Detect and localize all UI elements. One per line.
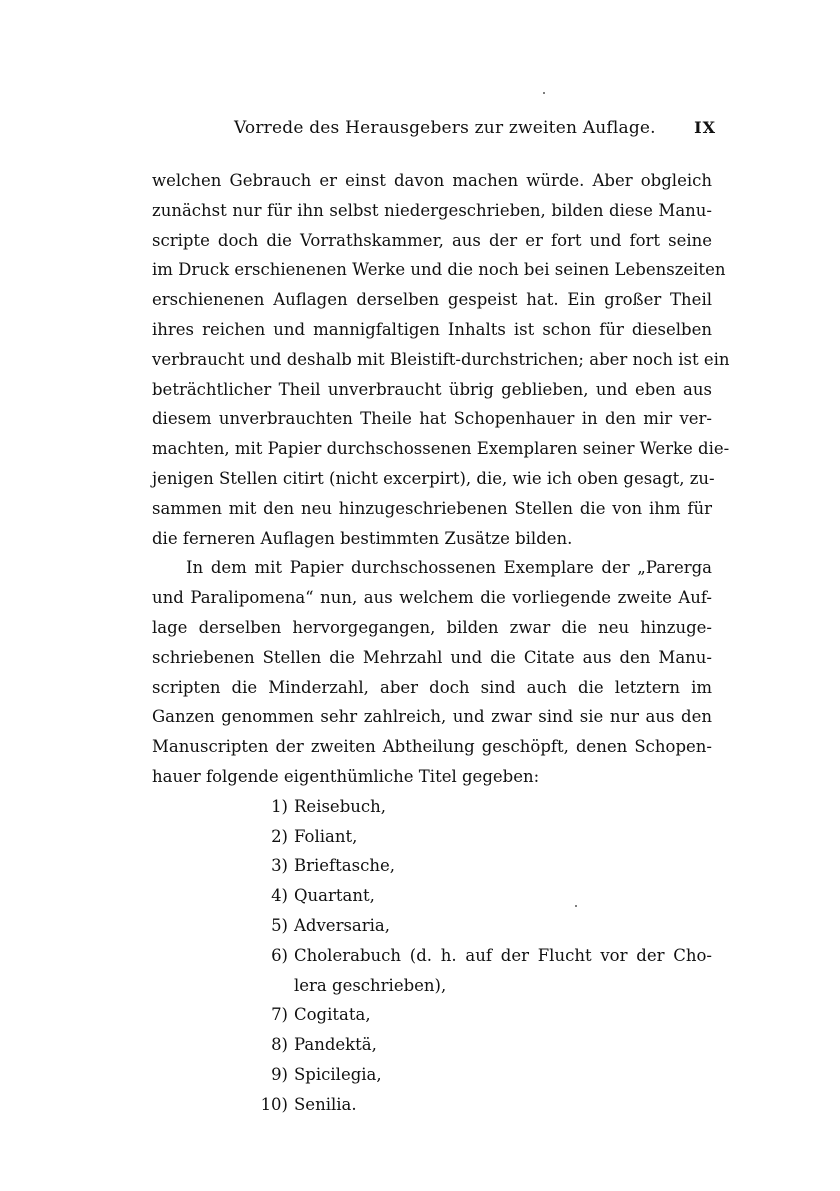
list-text: Foliant, [294, 826, 358, 846]
list-text: Senilia. [294, 1094, 357, 1114]
scan-speck [575, 905, 577, 907]
list-item [250, 1090, 712, 1120]
text-line: diesem unverbrauchten Theile hat Schopenhauer in den mir ver- [152, 409, 712, 429]
running-head-title: Vorrede des Herausgebers zur zweiten Auflage. [234, 118, 656, 138]
text-line: scripten die Minderzahl, aber doch sind auch die letztern im [152, 677, 712, 697]
text-line: lage derselben hervorgegangen, bilden zwar die neu hinzuge- [152, 617, 712, 637]
list-text: Pandektä, [294, 1035, 377, 1055]
list-text: Adversaria, [294, 915, 391, 935]
text-line: ihres reichen und mannigfaltigen Inhalts ist schon für dieselben [152, 319, 712, 339]
text-line: und Paralipomena“ nun, aus welchem die vorliegende zweite Auf- [152, 588, 712, 608]
list-number: 2) [271, 826, 288, 846]
list-item [250, 911, 712, 941]
text-line: zunächst nur für ihn selbst niedergeschrieben, bilden diese Manu- [152, 200, 712, 220]
list-number: 6) [271, 945, 288, 965]
text-line: sammen mit den neu hinzugeschriebenen Stellen die von ihm für [152, 498, 712, 518]
list-text: Quartant, [294, 886, 375, 906]
text-line: Ganzen genommen sehr zahlreich, und zwar sind sie nur aus den [152, 707, 712, 727]
list-text: Reisebuch, [294, 796, 386, 816]
list-item [250, 1030, 712, 1060]
list-number: 10) [260, 1094, 288, 1114]
list-item [250, 851, 712, 881]
list-text: Cogitata, [294, 1005, 371, 1025]
list-text: Spicilegia, [294, 1064, 382, 1084]
manuscript-titles-list [250, 792, 712, 1120]
list-item [250, 1060, 712, 1090]
scan-speck [543, 92, 545, 94]
list-item [250, 792, 712, 822]
list-item-continuation [250, 971, 712, 1001]
text-line: erschienenen Auflagen derselben gespeist hat. Ein großer Theil [152, 290, 712, 310]
text-line: im Druck erschienenen Werke und die noch bei seinen Lebenszeiten [152, 260, 726, 280]
list-number: 8) [271, 1035, 288, 1055]
page-number: IX [694, 118, 716, 137]
text-line: schriebenen Stellen die Mehrzahl und die Citate aus den Manu- [152, 647, 712, 667]
text-line: machten, mit Papier durchschossenen Exemplaren seiner Werke die- [152, 439, 730, 459]
list-number: 4) [271, 886, 288, 906]
list-item [250, 941, 712, 971]
list-number: 3) [271, 856, 288, 876]
paragraph-2 [152, 553, 712, 791]
list-number: 9) [271, 1064, 288, 1084]
text-line: Manuscripten der zweiten Abtheilung geschöpft, denen Schopen- [152, 737, 712, 757]
body-text [152, 166, 730, 1120]
text-line: die ferneren Auflagen bestimmten Zusätze bilden. [152, 528, 573, 548]
list-number: 1) [271, 796, 288, 816]
text-line: scripte doch die Vorrathskammer, aus der er fort und fort seine [152, 230, 712, 250]
list-item [250, 881, 712, 911]
list-text: Brieftasche, [294, 856, 395, 876]
text-line: jenigen Stellen citirt (nicht excerpirt), die, wie ich oben gesagt, zu- [152, 468, 715, 488]
list-text: Cholerabuch (d. h. auf der Flucht vor der Cho- [294, 945, 712, 965]
paragraph-1 [152, 166, 730, 553]
list-number: 7) [271, 1005, 288, 1025]
list-number: 5) [271, 915, 288, 935]
list-item [250, 822, 712, 852]
running-head [150, 118, 716, 144]
list-text: lera geschrieben), [294, 975, 447, 995]
text-line: hauer folgende eigenthümliche Titel gegeben: [152, 766, 540, 786]
list-item [250, 1000, 712, 1030]
text-line: beträchtlicher Theil unverbraucht übrig geblieben, und eben aus [152, 379, 712, 399]
text-line: verbraucht und deshalb mit Bleistift-durchstrichen; aber noch ist ein [152, 349, 730, 369]
text-line: welchen Gebrauch er einst davon machen würde. Aber obgleich [152, 171, 712, 190]
text-line: In dem mit Papier durchschossenen Exemplare der „Parerga [186, 558, 712, 578]
